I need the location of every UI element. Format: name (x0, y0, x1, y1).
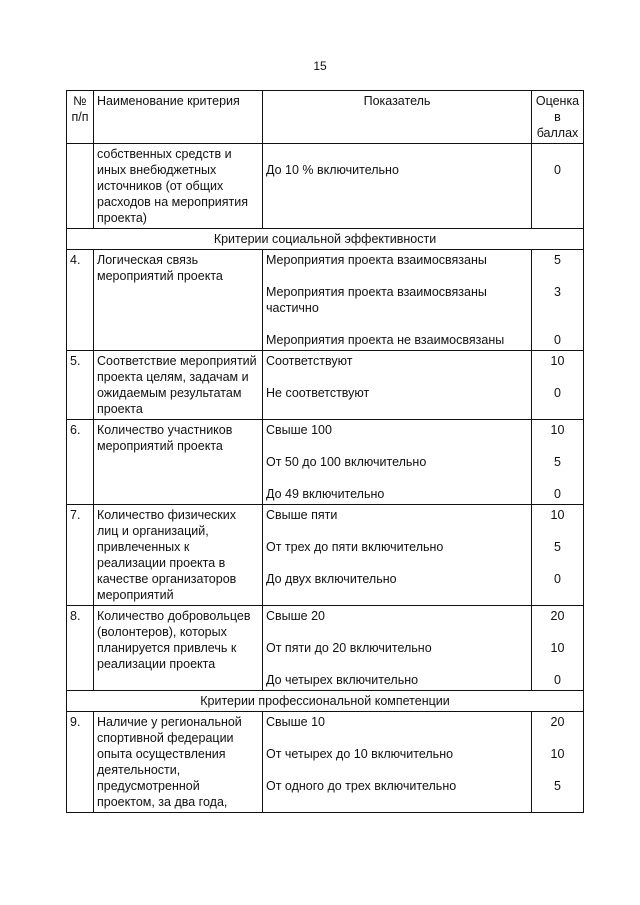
score-value: 10 (550, 747, 565, 761)
header-number: № п/п (67, 91, 94, 144)
row-number: 6. (67, 420, 94, 505)
indicator-text: Свыше 10 (266, 715, 326, 729)
section-title: Критерии социальной эффективности (67, 229, 584, 250)
score-value: 10 (550, 423, 565, 437)
indicator-text: Свыше пяти (266, 508, 338, 522)
indicator-text: От 50 до 100 включительно (266, 455, 427, 469)
table-row (67, 505, 584, 606)
score-cell (532, 505, 584, 606)
table-row (67, 250, 584, 351)
indicator-text: Свыше 100 (266, 423, 332, 437)
indicator-text: От трех до пяти включительно (266, 540, 444, 554)
score-cell (532, 250, 584, 351)
indicator-cell (263, 250, 532, 351)
indicator-text: Соответствуют (266, 354, 353, 368)
indicator-text: От четырех до 10 включительно (266, 747, 454, 761)
row-number: 7. (67, 505, 94, 606)
row-number: 9. (67, 712, 94, 813)
indicator-cell (263, 606, 532, 691)
header-score: Оценка в баллах (532, 91, 584, 144)
criterion-name: Количество участников мероприятий проекта (94, 420, 263, 505)
indicator-text: Свыше 20 (266, 609, 326, 623)
criterion-name: собственных средств и иных внебюджетных источников (от общих расходов на мероприятия проекта) (94, 144, 263, 229)
indicator-text: От пяти до 20 включительно (266, 641, 432, 655)
table-row (67, 351, 584, 420)
score-value: 0 (554, 673, 561, 687)
indicator-cell (263, 351, 532, 420)
indicator-text: До 10 % включительно (266, 163, 399, 177)
row-number: 8. (67, 606, 94, 691)
criteria-table (66, 90, 584, 813)
table-row (67, 712, 584, 813)
score-value: 3 (554, 285, 561, 299)
criterion-name: Логическая связь мероприятий проекта (94, 250, 263, 351)
criterion-name: Количество добровольцев (волонтеров), которых планируется привлечь к реализации проекта (94, 606, 263, 691)
page-number: 15 (313, 59, 327, 73)
table-header-row (67, 91, 584, 144)
section-row-social (67, 229, 584, 250)
indicator-text: Мероприятия проекта взаимосвязаны частично (266, 285, 487, 315)
indicator-text: До двух включительно (266, 572, 397, 586)
score-value: 0 (554, 163, 561, 177)
score-cell (532, 606, 584, 691)
score-cell (532, 351, 584, 420)
criterion-name: Количество физических лиц и организаций, привлеченных к реализации проекта в качестве организаторов мероприятий (94, 505, 263, 606)
header-indicator: Показатель (263, 91, 532, 144)
score-value: 5 (554, 253, 561, 267)
row-number (67, 144, 94, 229)
table-row (67, 606, 584, 691)
score-value: 10 (550, 508, 565, 522)
indicator-cell (263, 420, 532, 505)
table-row (67, 144, 584, 229)
row-number: 5. (67, 351, 94, 420)
criterion-name: Наличие у региональной спортивной федерации опыта осуществления деятельности, предусмотренной проектом, за два года, (94, 712, 263, 813)
score-value: 10 (550, 354, 565, 368)
score-value: 0 (554, 386, 561, 400)
indicator-text: До четырех включительно (266, 673, 419, 687)
indicator-text: От одного до трех включительно (266, 779, 457, 793)
row-number: 4. (67, 250, 94, 351)
indicator-cell (263, 712, 532, 813)
indicator-text: До 49 включительно (266, 487, 385, 501)
criterion-name: Соответствие мероприятий проекта целям, задачам и ожидаемым результатам проекта (94, 351, 263, 420)
indicator-text: Мероприятия проекта не взаимосвязаны (266, 333, 505, 347)
score-value: 10 (550, 641, 565, 655)
score-value: 0 (554, 333, 561, 347)
indicator-text: Мероприятия проекта взаимосвязаны (266, 253, 487, 267)
score-cell (532, 144, 584, 229)
score-value: 20 (550, 609, 565, 623)
score-value: 0 (554, 487, 561, 501)
score-value: 5 (554, 779, 561, 793)
section-row-professional (67, 691, 584, 712)
indicator-cell (263, 144, 532, 229)
score-value: 5 (554, 540, 561, 554)
indicator-text: Не соответствуют (266, 386, 370, 400)
score-value: 5 (554, 455, 561, 469)
score-value: 0 (554, 572, 561, 586)
indicator-cell (263, 505, 532, 606)
score-cell (532, 420, 584, 505)
table-row (67, 420, 584, 505)
header-criterion-name: Наименование критерия (94, 91, 263, 144)
score-cell (532, 712, 584, 813)
score-value: 20 (550, 715, 565, 729)
section-title: Критерии профессиональной компетенции (67, 691, 584, 712)
